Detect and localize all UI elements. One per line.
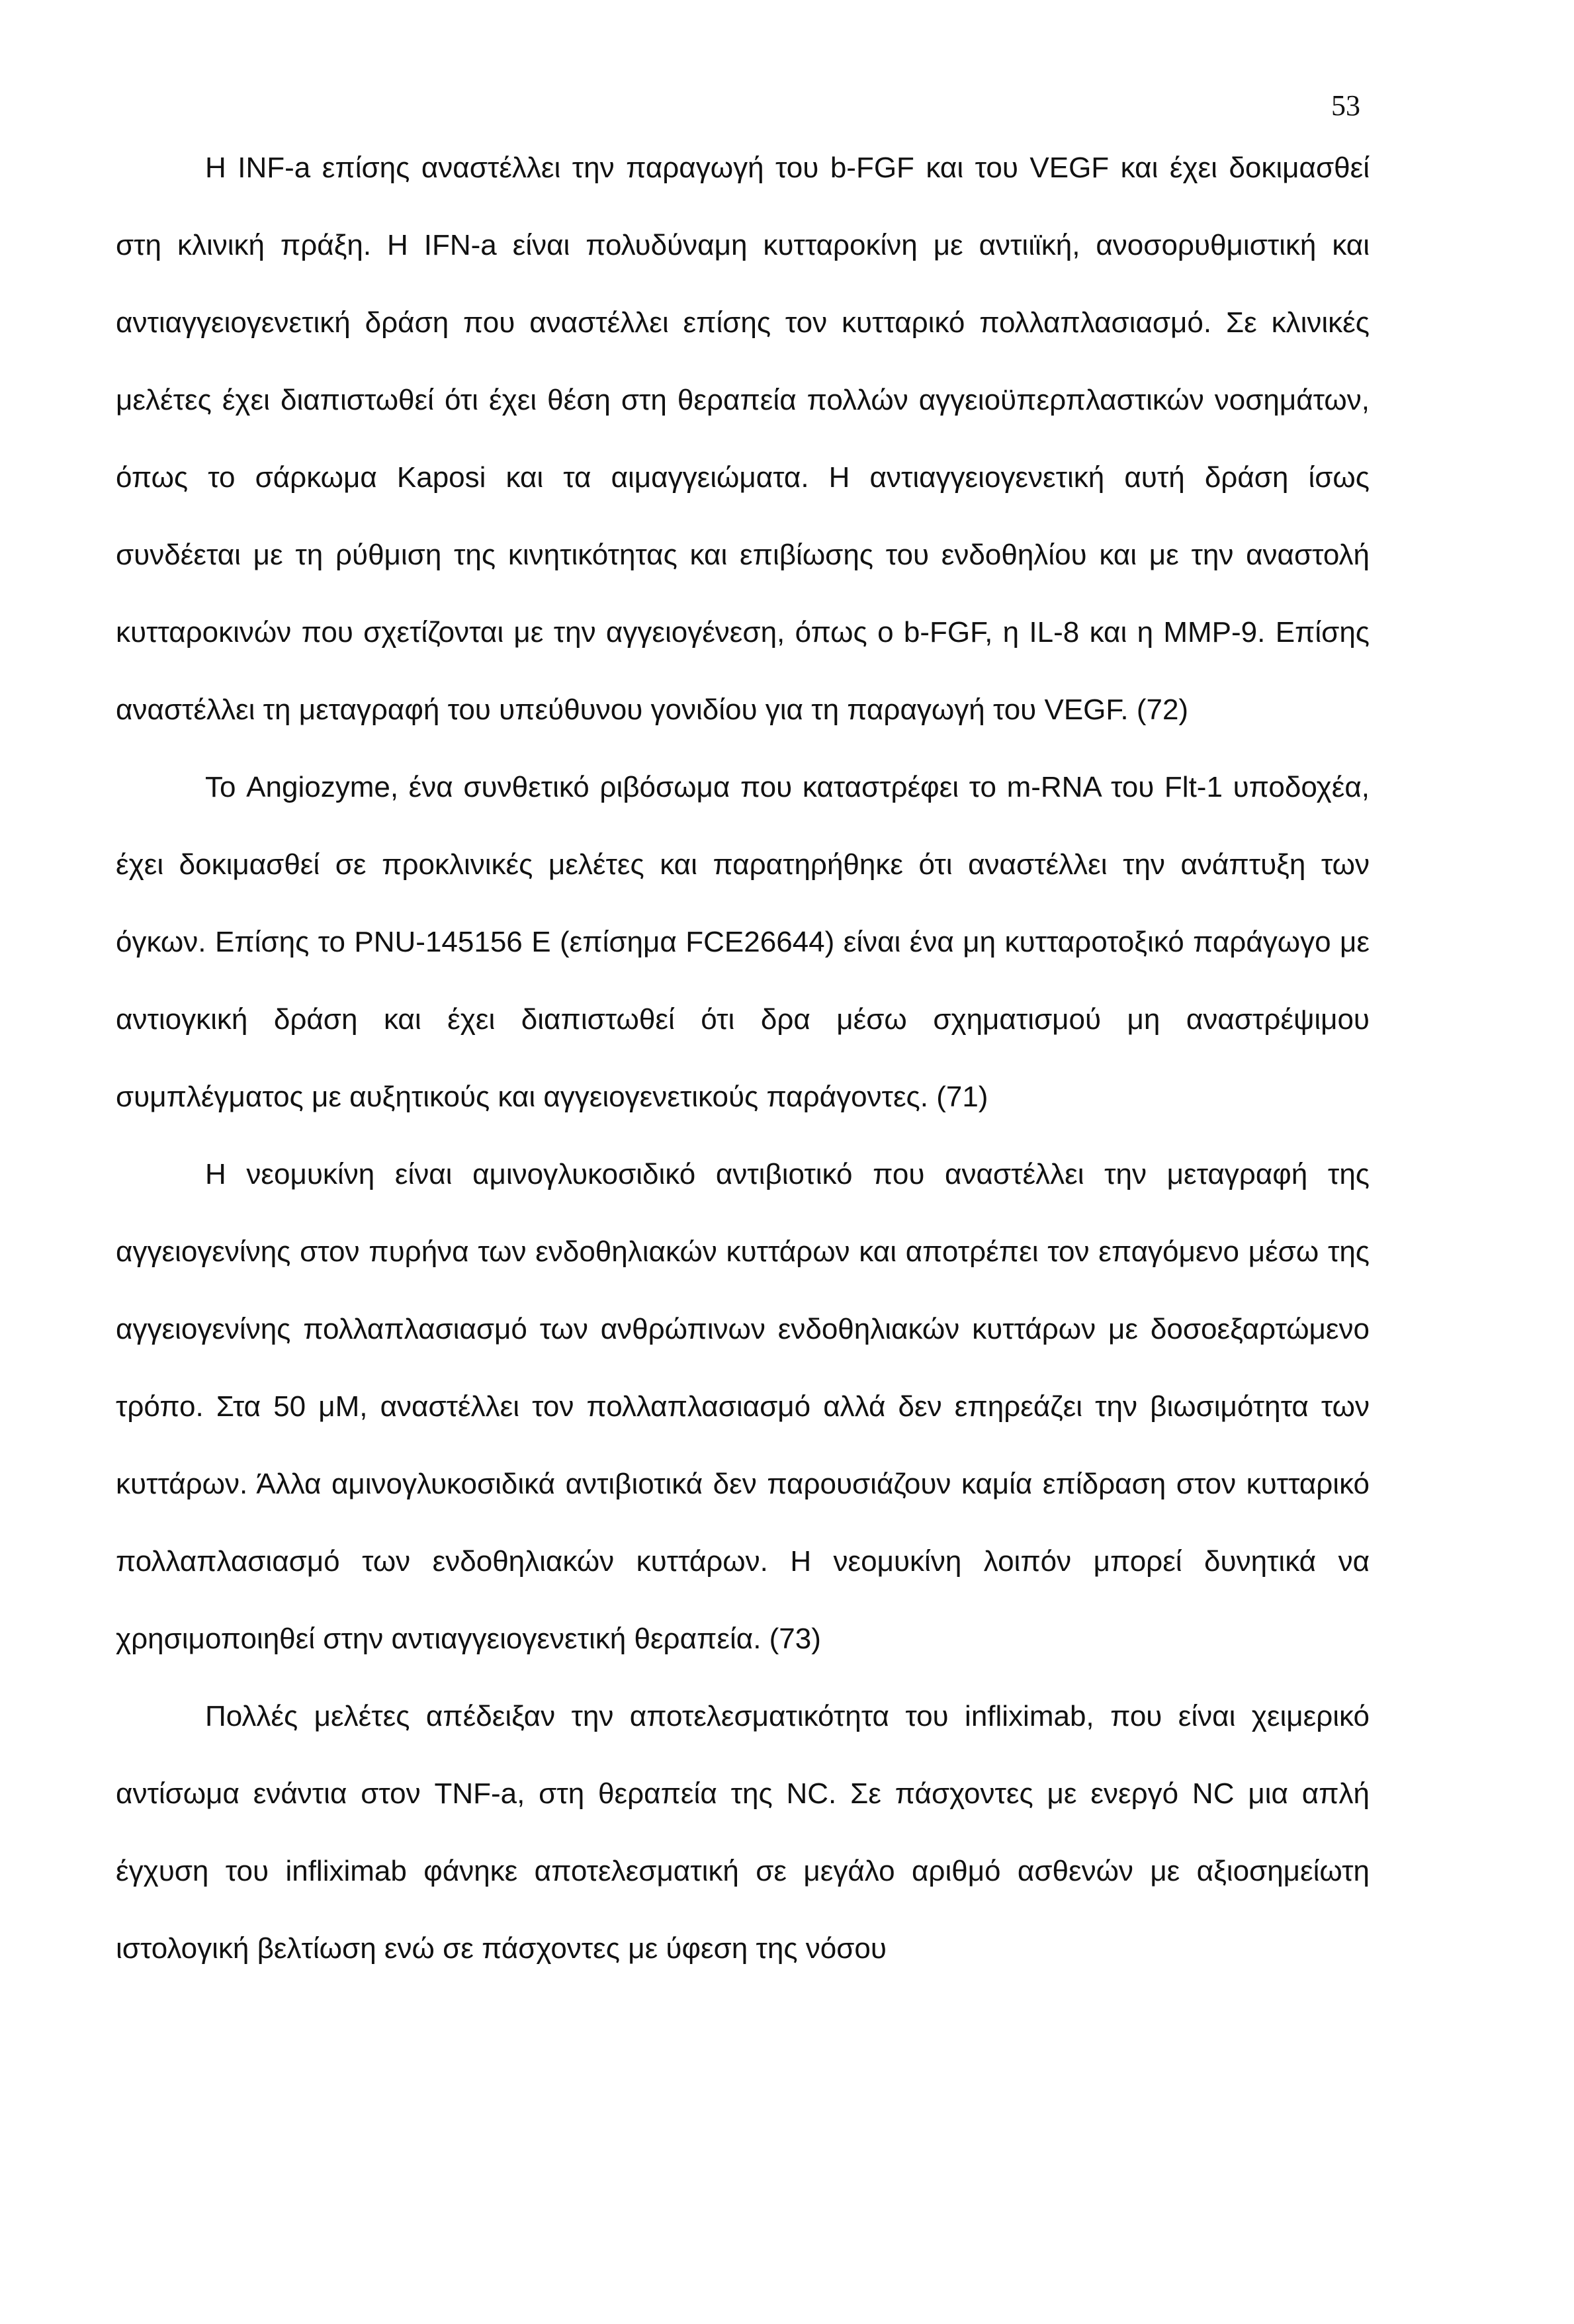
page-number: 53 — [1331, 89, 1360, 122]
paragraph-angiozyme: Το Angiozyme, ένα συνθετικό ριβόσωμα που καταστρέφει το m-RNA του Flt-1 υποδοχέα, έχει δοκιμασθεί σε προκλινικές μελέτες και παρατηρήθηκε ότι αναστέλλει την ανάπτυξη των όγκων. Επίσης το PNU-145156 E (επίσημα FCE26644) είναι ένα μη κυτταροτοξικό παράγωγο με αντιογκική δράση και έχει διαπιστωθεί ότι δρα μέσω σχηματισμού μη αναστρέψιμου συμπλέγματος με αυξητικούς και αγγειογενετικούς παράγοντες. (71) — [116, 771, 1370, 1113]
paragraph-infliximab: Πολλές μελέτες απέδειξαν την αποτελεσματικότητα του infliximab, που είναι χειμερικό αντίσωμα ενάντια στον TNF-a, στη θεραπεία της NC. Σε πάσχοντες με ενεργό NC μια απλή έγχυση του infliximab φάνηκε αποτελεσματική σε μεγάλο αριθμό ασθενών με αξιοσημείωτη ιστολογική βελτίωση ενώ σε πάσχοντες με ύφεση της νόσου — [116, 1700, 1370, 1965]
paragraph-neomycin: Η νεομυκίνη είναι αμινογλυκοσιδικό αντιβιοτικό που αναστέλλει την μεταγραφή της αγγειογενίνης στον πυρήνα των ενδοθηλιακών κυττάρων και αποτρέπει τον επαγόμενο μέσω της αγγειογενίνης πολλαπλασιασμό των ανθρώπινων ενδοθηλιακών κυττάρων με δοσοεξαρτώμενο τρόπο. Στα 50 μM, αναστέλλει τον πολλαπλασιασμό αλλά δεν επηρεάζει την βιωσιμότητα των κυττάρων. Άλλα αμινογλυκοσιδικά αντιβιοτικά δεν παρουσιάζουν καμία επίδραση στον κυτταρικό πολλαπλασιασμό των ενδοθηλιακών κυττάρων. Η νεομυκίνη λοιπόν μπορεί δυνητικά να χρησιμοποιηθεί στην αντιαγγειογενετική θεραπεία. (73) — [116, 1158, 1370, 1655]
paragraph-interferon: Η INF-a επίσης αναστέλλει την παραγωγή του b-FGF και του VEGF και έχει δοκιμασθεί στη κλινική πράξη. Η IFN-a είναι πολυδύναμη κυτταροκίνη με αντιιϊκή, ανοσορυθμιστική και αντιαγγειογενετική δράση που αναστέλλει επίσης τον κυτταρικό πολλαπλασιασμό. Σε κλινικές μελέτες έχει διαπιστωθεί ότι έχει θέση στη θεραπεία πολλών αγγειοϋπερπλαστικών νοσημάτων, όπως το σάρκωμα Kaposi και τα αιμαγγειώματα. Η αντιαγγειογενετική αυτή δράση ίσως συνδέεται με τη ρύθμιση της κινητικότητας και επιβίωσης του ενδοθηλίου και με την αναστολή κυτταροκινών που σχετίζονται με την αγγειογένεση, όπως ο b-FGF, η IL-8 και η MMP-9. Επίσης αναστέλλει τη μεταγραφή του υπεύθυνου γονιδίου για τη παραγωγή του VEGF. (72) — [116, 152, 1370, 726]
text-body — [116, 129, 1370, 1987]
